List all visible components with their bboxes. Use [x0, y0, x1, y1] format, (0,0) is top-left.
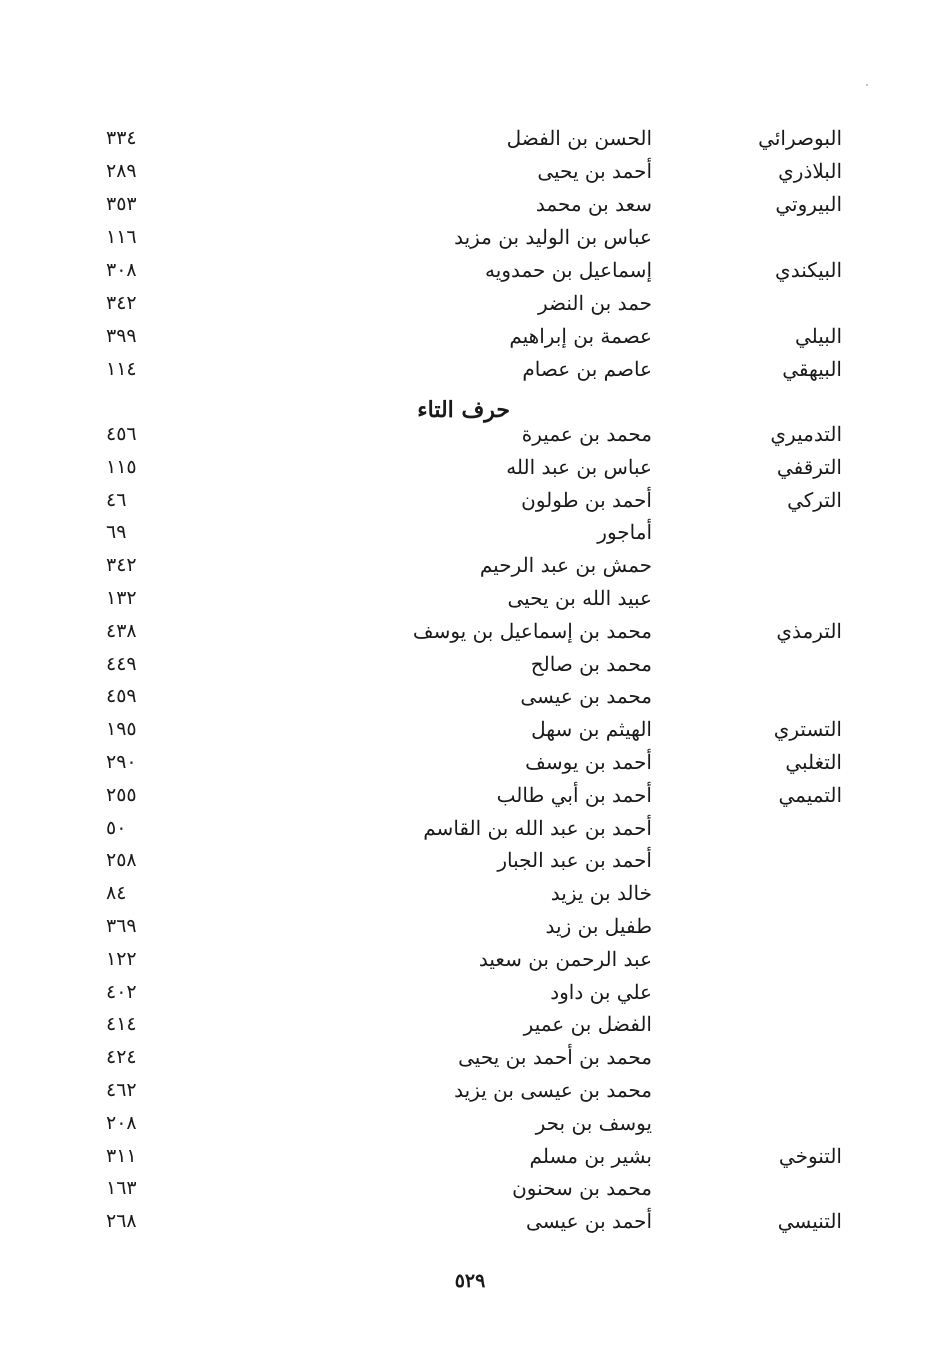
entry-page-ref: ٣٣٤ — [106, 127, 137, 149]
entry-page-ref: ١١٥ — [106, 455, 137, 478]
entry-page-ref: ١١٤ — [106, 358, 137, 380]
entry-page-ref: ٢٨٩ — [106, 160, 137, 182]
entry-page-ref: ٥٠ — [106, 816, 127, 839]
entry-nisba: البيروتي — [775, 192, 842, 216]
entry-page-ref: ٤٠٢ — [106, 980, 137, 1003]
entry-nisba: التغلبي — [785, 750, 842, 774]
entry-name: إسماعيل بن حمدويه — [485, 258, 652, 282]
index-entry — [0, 516, 940, 549]
entry-name: علي بن داود — [550, 979, 652, 1004]
entry-name: عاصم بن عصام — [522, 357, 652, 381]
entry-page-ref: ١٩٥ — [106, 718, 137, 741]
entry-page-ref: ٤٥٩ — [106, 685, 137, 708]
entry-name: عبيد الله بن يحيى — [507, 586, 652, 610]
entry-name: الهيثم بن سهل — [531, 717, 652, 742]
entry-page-ref: ٢٠٨ — [106, 1111, 137, 1134]
entry-name: حمش بن عبد الرحيم — [479, 553, 652, 578]
entry-page-ref: ٤٦٢ — [106, 1079, 137, 1101]
index-entry — [0, 320, 940, 353]
entry-name: حمد بن النضر — [538, 291, 652, 315]
index-entry — [0, 353, 940, 386]
page-number: ٥٢٩ — [454, 1270, 486, 1292]
index-entry — [0, 418, 940, 451]
index-entry — [0, 549, 940, 582]
index-entry — [0, 188, 940, 221]
index-entry — [0, 615, 940, 648]
index-entry — [0, 1140, 940, 1173]
index-entry — [0, 122, 940, 155]
entry-nisba: البيلي — [794, 324, 842, 348]
index-entry — [0, 648, 940, 681]
stray-mark — [866, 84, 868, 86]
index-entry — [0, 254, 940, 287]
entry-nisba: التستري — [773, 717, 842, 742]
entry-page-ref: ٣٠٨ — [106, 259, 137, 281]
entry-page-ref: ٤٤٩ — [106, 652, 137, 675]
entry-page-ref: ٤٢٤ — [106, 1046, 137, 1069]
entry-nisba: التدميري — [770, 422, 842, 446]
entry-page-ref: ٢٦٨ — [106, 1210, 137, 1233]
entry-name: سعد بن محمد — [535, 192, 652, 216]
entry-name: الحسن بن الفضل — [506, 126, 652, 150]
entry-page-ref: ٣٩٩ — [106, 325, 137, 347]
index-entry — [0, 1074, 940, 1107]
entry-name: الفضل بن عمير — [523, 1012, 652, 1037]
entry-page-ref: ٨٤ — [106, 882, 127, 905]
index-entry — [0, 155, 940, 188]
entry-nisba: البلاذري — [778, 159, 842, 183]
entry-name: عبد الرحمن بن سعيد — [478, 946, 652, 971]
entry-name: عباس بن عبد الله — [506, 454, 652, 479]
section-heading: حرف التاء — [417, 397, 510, 423]
entry-nisba: البيهقي — [782, 357, 842, 381]
entry-nisba: البيكندي — [775, 258, 842, 282]
entry-name: محمد بن سحنون — [512, 1176, 652, 1201]
entry-name: محمد بن عميرة — [521, 422, 652, 446]
entry-page-ref: ١١٦ — [106, 226, 137, 248]
entry-page-ref: ١٣٢ — [106, 587, 137, 609]
index-entry — [0, 713, 940, 746]
entry-name: محمد بن صالح — [530, 651, 652, 676]
index-entry — [0, 1107, 940, 1140]
index-entry — [0, 680, 940, 713]
index-entry — [0, 976, 940, 1009]
index-entry — [0, 844, 940, 877]
entry-name: أحمد بن عبد الله بن القاسم — [423, 815, 652, 840]
entry-nisba: الترقفي — [776, 454, 842, 479]
entry-name: طفيل بن زيد — [545, 914, 652, 938]
index-entry — [0, 221, 940, 254]
entry-page-ref: ٦٩ — [106, 521, 127, 544]
index-entry — [0, 1041, 940, 1074]
entry-name: أحمد بن عيسى — [526, 1209, 652, 1234]
index-entry — [0, 1172, 940, 1205]
entry-page-ref: ٣١١ — [106, 1144, 137, 1167]
entry-page-ref: ١٦٣ — [106, 1177, 137, 1200]
entry-name: محمد بن أحمد بن يحيى — [458, 1045, 652, 1070]
entry-name: محمد بن عيسى — [520, 684, 652, 709]
entry-name: محمد بن إسماعيل بن يوسف — [412, 618, 652, 643]
index-entry — [0, 943, 940, 976]
index-entry — [0, 451, 940, 484]
entry-page-ref: ٤١٤ — [106, 1013, 137, 1036]
entry-name: أحمد بن يوسف — [525, 750, 652, 774]
index-entry — [0, 812, 940, 845]
entry-page-ref: ٣٤٢ — [106, 554, 137, 577]
entry-name: محمد بن عيسى بن يزيد — [454, 1078, 652, 1102]
index-entry — [0, 746, 940, 779]
entry-nisba: التنيسي — [777, 1209, 842, 1234]
index-entry — [0, 1008, 940, 1041]
entry-page-ref: ٣٦٩ — [106, 915, 137, 937]
entry-name: أحمد بن عبد الجبار — [497, 848, 652, 873]
entry-page-ref: ٤٣٨ — [106, 619, 137, 642]
entry-page-ref: ٢٥٨ — [106, 849, 137, 872]
entry-nisba: الترمذي — [776, 618, 842, 643]
entry-nisba: التميمي — [778, 782, 842, 807]
entry-name: أحمد بن يحيى — [537, 159, 652, 183]
entry-page-ref: ٣٤٢ — [106, 292, 137, 314]
index-entry — [0, 1205, 940, 1238]
entry-nisba: البوصرائي — [758, 126, 842, 150]
entry-name: خالد بن يزيد — [550, 881, 652, 906]
entry-nisba: التركي — [787, 487, 842, 512]
index-entry — [0, 582, 940, 615]
entry-page-ref: ٤٦ — [106, 488, 127, 511]
index-entry — [0, 877, 940, 910]
index-entry — [0, 484, 940, 517]
entry-page-ref: ٢٩٠ — [106, 751, 137, 773]
entry-page-ref: ٤٥٦ — [106, 423, 137, 445]
entry-page-ref: ٣٥٣ — [106, 193, 137, 215]
entry-name: عباس بن الوليد بن مزيد — [454, 225, 652, 249]
index-entry — [0, 779, 940, 812]
index-entry — [0, 910, 940, 943]
entry-name: بشير بن مسلم — [529, 1143, 652, 1168]
entry-name: أحمد بن طولون — [521, 487, 652, 512]
entry-page-ref: ٢٥٥ — [106, 783, 137, 806]
entry-name: يوسف بن بحر — [535, 1110, 652, 1135]
entry-page-ref: ١٢٢ — [106, 947, 137, 970]
entry-name: أماجور — [597, 520, 652, 545]
entry-name: عصمة بن إبراهيم — [509, 324, 652, 348]
entry-nisba: التنوخي — [778, 1143, 842, 1168]
index-entry — [0, 287, 940, 320]
entry-name: أحمد بن أبي طالب — [496, 782, 652, 807]
